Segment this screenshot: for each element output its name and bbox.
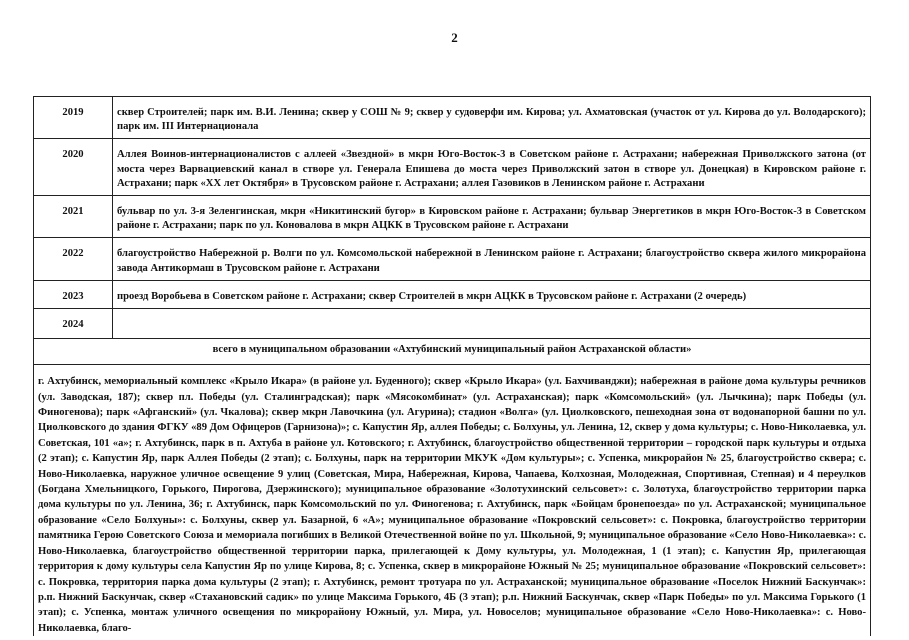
- description-cell: бульвар по ул. 3-я Зеленгинская, мкрн «Никитинский бугор» в Кировском районе г. Астрахани; бульвар Энергетиков в мкрн Юго-Восток-3 в Советском районе г. Астрахани; парк по ул. Коновалова в мкрн АЦКК в Трусовском районе г. Астрахани: [113, 196, 871, 238]
- description-cell: сквер Строителей; парк им. В.И. Ленина; сквер у СОШ № 9; сквер у судоверфи им. Кирова; ул. Ахматовская (участок от ул. Кирова до ул. Володарского); парк им. III Интернационала: [113, 97, 871, 139]
- year-cell: 2021: [34, 196, 113, 238]
- year-cell: 2023: [34, 280, 113, 308]
- details-text: г. Ахтубинск, мемориальный комплекс «Крыло Икара» (в районе ул. Буденного); сквер «Крыло Икара» (ул. Бахчиванджи); набережная в районе дома культуры речников (ул. Заводская, 187); сквер пл. Победы (ул. Сталинградская); парк «Мясокомбинат» (ул. Астраханская); парк «Комсомольский» (ул. Лычкина); парк Победы (ул. Финогенова); парк «Афганский» (ул. Чкалова); сквер мкрн Лавочкина (ул. Агурина); стадион «Волга» (ул. Циолковского, пешеходная зона от водонапорной башни по ул. Циолковского до здания ФГКУ «89 Дом Офицеров (Гарнизона)»; с. Капустин Яр, аллея Победы; с. Болхуны, ул. Ленина, 12, сквер у дома культуры; с. Ново-Николаевка, ул. Советская, 101 «а»; г. Ахтубинск, парк в п. Ахтуба в районе ул. Котовского; г. Ахтубинск, благоустройство общественной территории – городской парк культуры и отдыха (2 этап); с. Капустин Яр, парк Аллея Победы (2 этап); с. Болхуны, парк на территории МКУК «Дом культуры»; с. Успенка, микрорайон № 25, благоустройство сквера; с. Ново-Николаевка, наружное уличное освещение 9 улиц (Советская, Мира, Набережная, Кирова, Чапаева, Колхозная, Молодежная, Спортивная, Степная) и 4 переулков (Богдана Хмельницкого, Горького, Пирогова, Дзержинского); муниципальное образование «Золотухинский сельсовет»: с. Золотуха, благоустройство территории парка дома культуры по ул. Ленина, 36; г. Ахтубинск, парк Комсомольский по ул. Финогенова; г. Ахтубинск, парк «Бойцам бронепоезда» по ул. Астраханской; муниципальное образование «Село Болхуны»: с. Болхуны, сквер ул. Базарной, 6 «А»; муниципальное образование «Покровский сельсовет»: с. Покровка, благоустройство территории памятника Герою Советского Союза и мемориала погибших в Великой Отечественной войне по ул. Школьной, 9; муниципальное образование «Село Ново-Николаевка»: с. Ново-Николаевка, благоустройство общественной территории парка, прилегающей к Дому культуры, ул. Молодежная, 1 (1 этап); с. Капустин Яр, прилегающая территория к дому культуры села Капустин Яр по улице Кирова, 8; с. Успенка, сквер в микрорайоне Южный № 25; муниципальное образование «Покровский сельсовет»: с. Покровка, территория парка дома культуры (2 этап); г. Ахтубинск, ремонт тротуара по ул. Астраханской; муниципальное образование «Поселок Нижний Баскунчак»: р.п. Нижний Баскунчак, сквер «Стахановский садик» по улице Максима Горького, 4Б (3 этап); р.п. Нижний Баскунчак, сквер «Парк Победы» по ул. Максима Горького (1 этап); с. Успенка, монтаж уличного освещения по микрорайону Южный, ул. Мира, ул. Новоселов; муниципальное образование «Село Ново-Николаевка»: с. Ново-Николаевка, благо-: [34, 365, 871, 636]
- description-cell: [113, 309, 871, 339]
- total-label: всего в муниципальном образовании «Ахтубинский муниципальный район Астраханской области»: [34, 339, 871, 365]
- total-row: [34, 339, 871, 365]
- table-row: [34, 97, 871, 139]
- details-row: [34, 365, 871, 636]
- description-cell: Аллея Воинов-интернационалистов с аллеей «Звездной» в мкрн Юго-Восток-3 в Советском районе г. Астрахани; набережная Приволжского затона (от моста через Варвациевский канал в створе ул. Генерала Епишева до моста через Приволжский затон в створе ул. Донецкая) в Кировском районе г. Астрахани; парк «XX лет Октября» в Трусовском районе г. Астрахани; аллея Газовиков в Ленинском районе г. Астрахани: [113, 139, 871, 196]
- table-row: [34, 139, 871, 196]
- year-cell: 2020: [34, 139, 113, 196]
- year-cell: 2019: [34, 97, 113, 139]
- description-cell: проезд Воробьева в Советском районе г. Астрахани; сквер Строителей в мкрн АЦКК в Трусовском районе г. Астрахани (2 очередь): [113, 280, 871, 308]
- table-row: [34, 280, 871, 308]
- table-row: [34, 196, 871, 238]
- table-row: [34, 309, 871, 339]
- year-cell: 2022: [34, 238, 113, 280]
- table-row: [34, 238, 871, 280]
- page-number: 2: [451, 30, 458, 45]
- year-cell: 2024: [34, 309, 113, 339]
- improvement-table: [33, 96, 871, 636]
- description-cell: благоустройство Набережной р. Волги по ул. Комсомольской набережной в Ленинском районе г. Астрахани; благоустройство сквера жилого микрорайона завода Антикормаш в Трусовском районе г. Астрахани: [113, 238, 871, 280]
